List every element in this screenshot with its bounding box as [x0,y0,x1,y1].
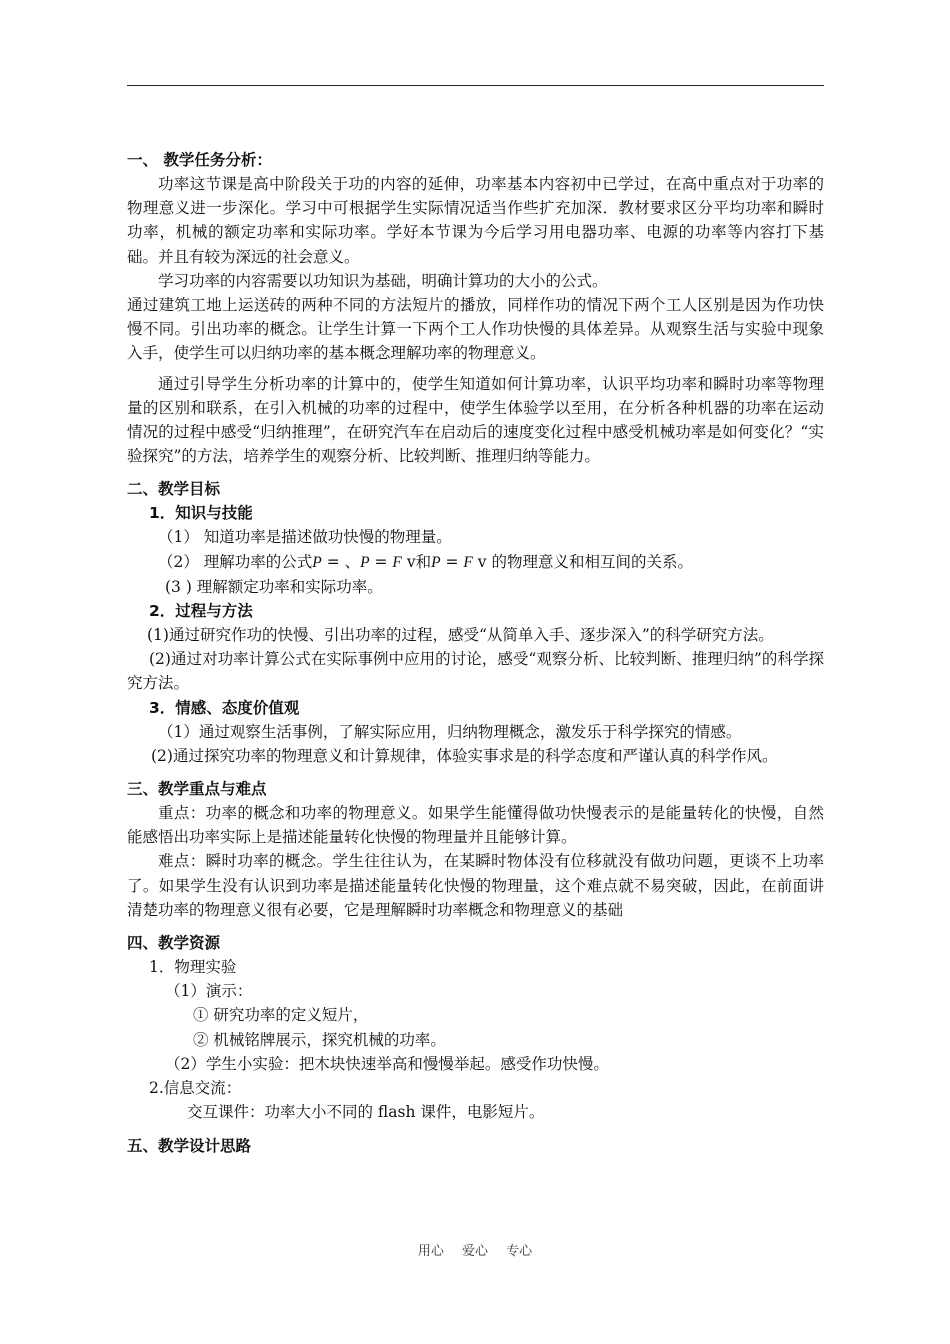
list-item: ① 研究功率的定义短片， [193,1006,369,1025]
list-item: ② 机械铭牌展示，探究机械的功率。 [193,1030,446,1049]
section-heading: 四、教学资源 [127,934,221,953]
paragraph: 难点：瞬时功率的概念。学生往往认为，在某瞬时物体没有位移就没有做功问题，更谈不上功率了。如果学生没有认识到功率是描述能量转化快慢的物理量，这个难点就不易突破，因此，在前面讲清楚功率的物理意义很有必要，它是理解瞬时功率概念和物理意义的基础 [127,852,824,919]
list-item: (2)通过对功率计算公式在实际事例中应用的讨论，感受“观察分析、比较判断、推理归纳”的科学探究方法。 [127,650,824,693]
section-heading: 一、 教学任务分析： [127,151,272,169]
list-item: （1）通过观察生活事例，了解实际应用，归纳物理概念，激发乐于科学探究的情感。 [158,722,742,741]
list-item: （1）演示： [165,982,253,1001]
list-item: （2）学生小实验：把木块快速举高和慢慢举起。感受作功快慢。 [165,1054,609,1073]
paragraph: 通过引导学生分析功率的计算中的，使学生知道如何计算功率，认识平均功率和瞬时功率等物理量的区别和联系，在引入机械的功率的过程中，使学生体验学以至用，在分析各种机器的功率在运动情况的过程中感受“归纳推理”，在研究汽车在启动后的速度变化过程中感受机械功率是如何变化？“实验探究”的方法，培养学生的观察分析、比较判断、推理归纳等能力。 [127,374,824,466]
subsection-heading: 2．过程与方法 [149,602,253,621]
paragraph: 学习功率的内容需要以功知识为基础，明确计算功的大小的公式。 [158,271,608,290]
section-heading: 五、教学设计思路 [127,1136,252,1155]
paragraph: 功率这节课是高中阶段关于功的内容的延伸，功率基本内容初中已学过，在高中重点对于功率的物理意义进一步深化。学习中可根据学生实际情况适当作些扩充加深．教材要求区分平均功率和瞬时功率，机械的额定功率和实际功率。学好本节课为今后学习用电器功率、电源的功率等内容打下基础。并且有较为深远的社会意义。 [127,175,824,266]
formula-list-item: （2） 理解功率的公式P = 、P = F v和P = F v 的物理意义和相互间的关系。 [158,552,693,571]
list-item: (1)通过研究作功的快慢、引出功率的过程，感受“从简单入手、逐步深入”的科学研究方法。 [147,626,774,645]
paragraph: 重点：功率的概念和功率的物理意义。如果学生能懂得做功快慢表示的是能量转化的快慢，自然能感悟出功率实际上是描述能量转化快慢的物理量并且能够计算。 [127,804,824,847]
subsection-heading: 1．知识与技能 [149,504,253,523]
list-item: 2.信息交流： [149,1079,242,1098]
list-item: (2)通过探究功率的物理意义和计算规律，体验实事求是的科学态度和严谨认真的科学作风。 [151,746,778,765]
subsection-heading: 3．情感、态度价值观 [149,698,300,717]
paragraph: 通过建筑工地上运送砖的两种不同的方法短片的播放，同样作功的情况下两个工人区别是因为作功快慢不同。引出功率的概念。让学生计算一下两个工人作功快慢的具体差异。从观察生活与实验中现象入手，使学生可以归纳功率的基本概念理解功率的物理意义。 [127,296,824,363]
list-item: （1） 知道功率是描述做功快慢的物理量。 [158,528,452,547]
header-rule [127,85,824,86]
section-heading: 三、教学重点与难点 [127,780,267,799]
document-body [127,148,824,1158]
list-item: 交互课件：功率大小不同的 flash 课件，电影短片。 [187,1103,545,1122]
page-footer: 用心 爱心 专心 [417,1244,533,1259]
list-item: 1．物理实验 [149,958,237,977]
list-item: (3 ) 理解额定功率和实际功率。 [165,577,383,596]
section-heading: 二、教学目标 [127,480,221,499]
